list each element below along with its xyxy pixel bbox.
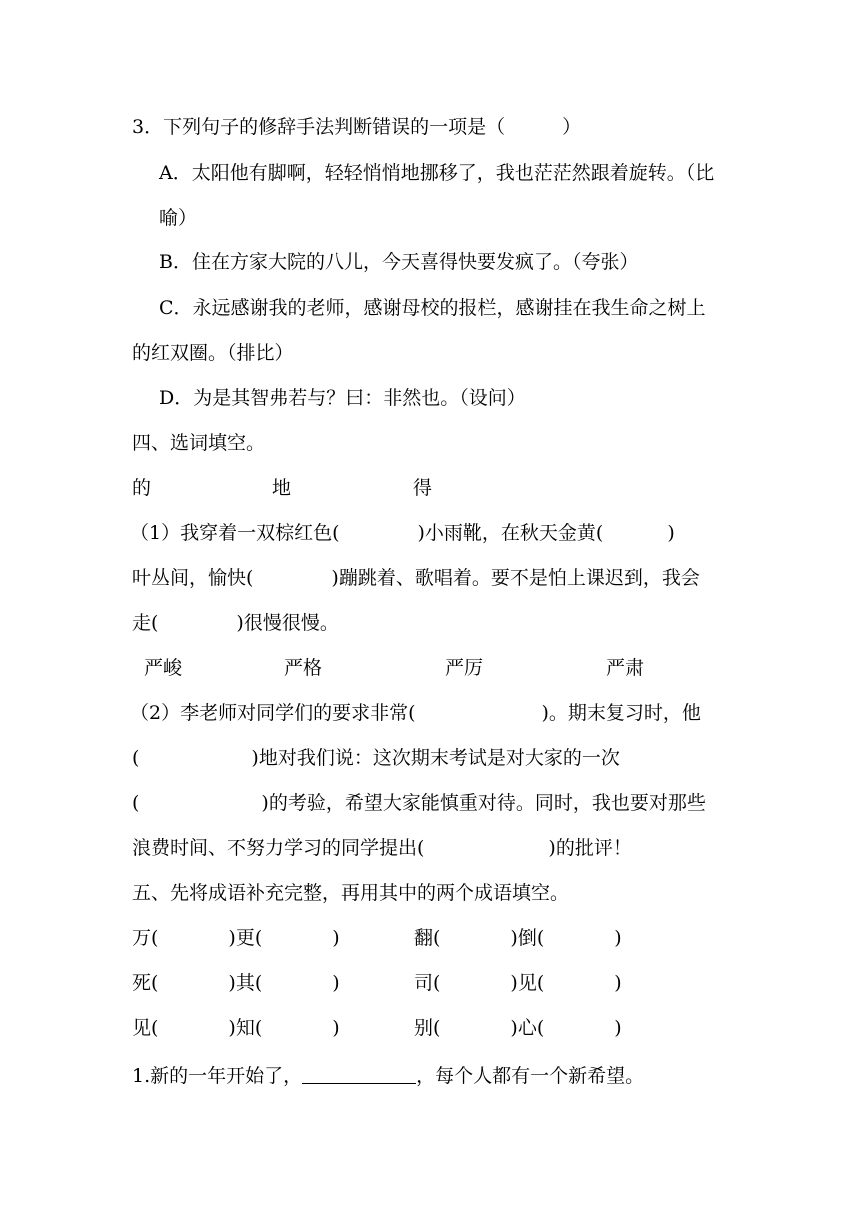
- word-choice-dei: 得: [413, 477, 433, 499]
- question-3-title: 3．下列句子的修辞手法判断错误的一项是（ ）: [132, 116, 582, 138]
- underline-blank[interactable]: [302, 1064, 416, 1084]
- passage-1-line3: 走( )很慢很慢。: [132, 612, 339, 634]
- option-c-line2: 的红双圈。（排比）: [132, 342, 294, 364]
- idiom-row-3-left: 见( )知( ): [132, 1017, 340, 1039]
- word-choice-di: 地: [272, 477, 292, 499]
- idiom-row-2-right: 司( )见( ): [414, 972, 622, 994]
- passage-1-line1: （1）我穿着一双棕红色( )小雨靴，在秋天金黄( ): [130, 522, 675, 544]
- word-choice-yange: 严格: [284, 657, 323, 679]
- passage-2-line3: ( )的考验，希望大家能慎重对待。同时，我也要对那些: [132, 792, 706, 814]
- word-choice-yanjun: 严峻: [144, 657, 183, 679]
- passage-2-line1: （2）李老师对同学们的要求非常( )。期末复习时，他: [130, 702, 701, 724]
- passage-2-line4: 浪费时间、不努力学习的同学提出( )的批评！: [132, 837, 632, 859]
- option-b: B．住在方家大院的八儿，今天喜得快要发疯了。（夸张）: [159, 251, 639, 273]
- option-d: D．为是其智弗若与？曰：非然也。（设问）: [159, 387, 526, 409]
- idiom-row-3-right: 别( )心( ): [414, 1017, 622, 1039]
- option-a-line2: 喻）: [159, 207, 198, 229]
- passage-2-line2: ( )地对我们说：这次期末考试是对大家的一次: [132, 747, 620, 769]
- word-choice-yanli: 严厉: [445, 657, 484, 679]
- idiom-row-2-left: 死( )其( ): [132, 972, 340, 994]
- word-choice-de: 的: [132, 477, 152, 499]
- passage-1-line2: 叶丛间，愉快( )蹦跳着、歌唱着。要不是怕上课迟到，我会: [132, 567, 700, 589]
- word-choice-yansu: 严肃: [606, 657, 645, 679]
- section-5-heading: 五、先将成语补充完整，再用其中的两个成语填空。: [132, 882, 570, 904]
- idiom-row-1-right: 翻( )倒( ): [414, 927, 622, 949]
- section-4-heading: 四、选词填空。: [132, 432, 266, 454]
- option-c-line1: C．永远感谢我的老师，感谢母校的报栏，感谢挂在我生命之树上: [159, 297, 706, 319]
- option-a-line1: A．太阳他有脚啊，轻轻悄悄地挪移了，我也茫茫然跟着旋转。（比: [159, 162, 715, 184]
- idiom-row-1-left: 万( )更( ): [132, 927, 340, 949]
- fill-sentence-1: 1.新的一年开始了， ，每个人都有一个新希望。: [132, 1065, 645, 1087]
